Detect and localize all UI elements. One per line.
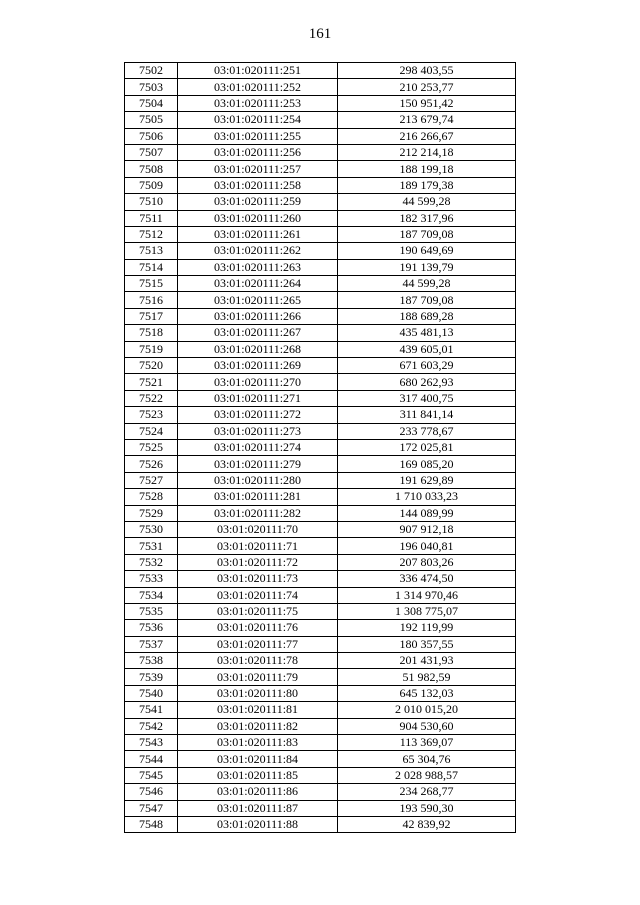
table-row — [125, 341, 516, 357]
table-row — [125, 407, 516, 423]
cadastral-number-cell: 03:01:020111:256 — [178, 144, 338, 160]
row-number-cell: 7543 — [125, 735, 178, 751]
cadastral-number-cell: 03:01:020111:254 — [178, 112, 338, 128]
table-row — [125, 276, 516, 292]
cadastral-value-cell: 904 530,60 — [338, 718, 516, 734]
cadastral-value-cell: 907 912,18 — [338, 521, 516, 537]
cadastral-number-cell: 03:01:020111:78 — [178, 653, 338, 669]
cadastral-value-cell: 187 709,08 — [338, 226, 516, 242]
row-number-cell: 7532 — [125, 554, 178, 570]
cadastral-number-cell: 03:01:020111:82 — [178, 718, 338, 734]
row-number-cell: 7512 — [125, 226, 178, 242]
cadastral-value-cell: 1 308 775,07 — [338, 603, 516, 619]
cadastral-number-cell: 03:01:020111:257 — [178, 161, 338, 177]
row-number-cell: 7526 — [125, 456, 178, 472]
cadastral-number-cell: 03:01:020111:281 — [178, 489, 338, 505]
cadastral-value-cell: 1 710 033,23 — [338, 489, 516, 505]
cadastral-value-cell: 233 778,67 — [338, 423, 516, 439]
row-number-cell: 7517 — [125, 308, 178, 324]
cadastral-number-cell: 03:01:020111:280 — [178, 472, 338, 488]
cadastral-number-cell: 03:01:020111:265 — [178, 292, 338, 308]
table-row — [125, 653, 516, 669]
row-number-cell: 7546 — [125, 784, 178, 800]
cadastral-number-cell: 03:01:020111:85 — [178, 767, 338, 783]
row-number-cell: 7535 — [125, 603, 178, 619]
cadastral-value-cell: 680 262,93 — [338, 374, 516, 390]
cadastral-number-cell: 03:01:020111:252 — [178, 79, 338, 95]
table-row — [125, 259, 516, 275]
cadastral-number-cell: 03:01:020111:84 — [178, 751, 338, 767]
table-row — [125, 472, 516, 488]
table-row — [125, 685, 516, 701]
table-row — [125, 521, 516, 537]
cadastral-value-cell: 190 649,69 — [338, 243, 516, 259]
row-number-cell: 7545 — [125, 767, 178, 783]
cadastral-number-cell: 03:01:020111:70 — [178, 521, 338, 537]
cadastral-number-cell: 03:01:020111:269 — [178, 358, 338, 374]
cadastral-number-cell: 03:01:020111:268 — [178, 341, 338, 357]
cadastral-number-cell: 03:01:020111:72 — [178, 554, 338, 570]
table-row — [125, 210, 516, 226]
table-row — [125, 358, 516, 374]
cadastral-value-cell: 201 431,93 — [338, 653, 516, 669]
cadastral-number-cell: 03:01:020111:261 — [178, 226, 338, 242]
cadastral-value-cell: 210 253,77 — [338, 79, 516, 95]
cadastral-value-cell: 317 400,75 — [338, 390, 516, 406]
cadastral-number-cell: 03:01:020111:270 — [178, 374, 338, 390]
cadastral-value-cell: 188 199,18 — [338, 161, 516, 177]
table-row — [125, 63, 516, 79]
cadastral-value-cell: 234 268,77 — [338, 784, 516, 800]
row-number-cell: 7508 — [125, 161, 178, 177]
cadastral-value-cell: 196 040,81 — [338, 538, 516, 554]
table-row — [125, 243, 516, 259]
row-number-cell: 7544 — [125, 751, 178, 767]
cadastral-number-cell: 03:01:020111:271 — [178, 390, 338, 406]
cadastral-value-cell: 336 474,50 — [338, 571, 516, 587]
row-number-cell: 7547 — [125, 800, 178, 816]
table-row — [125, 538, 516, 554]
cadastral-value-cell: 44 599,28 — [338, 276, 516, 292]
cadastral-value-cell: 671 603,29 — [338, 358, 516, 374]
cadastral-number-cell: 03:01:020111:86 — [178, 784, 338, 800]
cadastral-value-cell: 212 214,18 — [338, 144, 516, 160]
row-number-cell: 7506 — [125, 128, 178, 144]
row-number-cell: 7531 — [125, 538, 178, 554]
cadastral-value-cell: 213 679,74 — [338, 112, 516, 128]
table-row — [125, 751, 516, 767]
row-number-cell: 7507 — [125, 144, 178, 160]
cadastral-value-cell: 191 629,89 — [338, 472, 516, 488]
cadastral-value-cell: 2 028 988,57 — [338, 767, 516, 783]
row-number-cell: 7539 — [125, 669, 178, 685]
cadastral-value-cell: 311 841,14 — [338, 407, 516, 423]
cadastral-number-cell: 03:01:020111:258 — [178, 177, 338, 193]
row-number-cell: 7548 — [125, 816, 178, 832]
row-number-cell: 7538 — [125, 653, 178, 669]
cadastral-number-cell: 03:01:020111:274 — [178, 439, 338, 455]
table-row — [125, 489, 516, 505]
table-row — [125, 816, 516, 832]
row-number-cell: 7542 — [125, 718, 178, 734]
cadastral-value-cell: 150 951,42 — [338, 95, 516, 111]
row-number-cell: 7515 — [125, 276, 178, 292]
table-row — [125, 128, 516, 144]
row-number-cell: 7519 — [125, 341, 178, 357]
cadastral-value-cell: 216 266,67 — [338, 128, 516, 144]
row-number-cell: 7502 — [125, 63, 178, 79]
cadastral-value-cell: 298 403,55 — [338, 63, 516, 79]
table-row — [125, 554, 516, 570]
cadastral-value-cell: 439 605,01 — [338, 341, 516, 357]
table-row — [125, 620, 516, 636]
cadastral-value-cell: 188 689,28 — [338, 308, 516, 324]
row-number-cell: 7504 — [125, 95, 178, 111]
row-number-cell: 7536 — [125, 620, 178, 636]
row-number-cell: 7522 — [125, 390, 178, 406]
cadastral-value-cell: 42 839,92 — [338, 816, 516, 832]
row-number-cell: 7513 — [125, 243, 178, 259]
cadastral-value-cell: 169 085,20 — [338, 456, 516, 472]
cadastral-number-cell: 03:01:020111:75 — [178, 603, 338, 619]
row-number-cell: 7510 — [125, 194, 178, 210]
table-row — [125, 505, 516, 521]
table-row — [125, 79, 516, 95]
row-number-cell: 7541 — [125, 702, 178, 718]
table-row — [125, 702, 516, 718]
cadastral-number-cell: 03:01:020111:74 — [178, 587, 338, 603]
table-row — [125, 423, 516, 439]
row-number-cell: 7514 — [125, 259, 178, 275]
row-number-cell: 7525 — [125, 439, 178, 455]
cadastral-value-cell: 645 132,03 — [338, 685, 516, 701]
cadastral-number-cell: 03:01:020111:267 — [178, 325, 338, 341]
cadastral-value-cell: 1 314 970,46 — [338, 587, 516, 603]
page-number: 161 — [308, 26, 332, 42]
table-row — [125, 718, 516, 734]
row-number-cell: 7503 — [125, 79, 178, 95]
table-row — [125, 800, 516, 816]
cadastral-number-cell: 03:01:020111:259 — [178, 194, 338, 210]
row-number-cell: 7524 — [125, 423, 178, 439]
table-row — [125, 226, 516, 242]
cadastral-number-cell: 03:01:020111:282 — [178, 505, 338, 521]
cadastral-value-cell: 435 481,13 — [338, 325, 516, 341]
cadastral-value-cell: 193 590,30 — [338, 800, 516, 816]
row-number-cell: 7511 — [125, 210, 178, 226]
table-body — [125, 63, 516, 833]
table-row — [125, 177, 516, 193]
cadastral-value-cell: 51 982,59 — [338, 669, 516, 685]
table-row — [125, 390, 516, 406]
table-row — [125, 95, 516, 111]
cadastral-number-cell: 03:01:020111:264 — [178, 276, 338, 292]
table-row — [125, 456, 516, 472]
table-row — [125, 767, 516, 783]
cadastral-number-cell: 03:01:020111:273 — [178, 423, 338, 439]
cadastral-number-cell: 03:01:020111:88 — [178, 816, 338, 832]
table-row — [125, 161, 516, 177]
cadastral-number-cell: 03:01:020111:272 — [178, 407, 338, 423]
table-row — [125, 735, 516, 751]
cadastral-value-cell: 187 709,08 — [338, 292, 516, 308]
row-number-cell: 7527 — [125, 472, 178, 488]
cadastral-number-cell: 03:01:020111:260 — [178, 210, 338, 226]
cadastral-value-cell: 144 089,99 — [338, 505, 516, 521]
table-row — [125, 374, 516, 390]
cadastral-value-cell: 182 317,96 — [338, 210, 516, 226]
table-row — [125, 636, 516, 652]
table-row — [125, 784, 516, 800]
cadastral-value-cell: 172 025,81 — [338, 439, 516, 455]
cadastral-value-table — [124, 62, 516, 833]
table-row — [125, 112, 516, 128]
row-number-cell: 7528 — [125, 489, 178, 505]
cadastral-value-cell: 44 599,28 — [338, 194, 516, 210]
row-number-cell: 7523 — [125, 407, 178, 423]
row-number-cell: 7534 — [125, 587, 178, 603]
cadastral-value-cell: 192 119,99 — [338, 620, 516, 636]
row-number-cell: 7505 — [125, 112, 178, 128]
cadastral-number-cell: 03:01:020111:253 — [178, 95, 338, 111]
row-number-cell: 7537 — [125, 636, 178, 652]
cadastral-number-cell: 03:01:020111:80 — [178, 685, 338, 701]
row-number-cell: 7533 — [125, 571, 178, 587]
cadastral-number-cell: 03:01:020111:76 — [178, 620, 338, 636]
cadastral-value-cell: 189 179,38 — [338, 177, 516, 193]
table-row — [125, 439, 516, 455]
row-number-cell: 7516 — [125, 292, 178, 308]
cadastral-number-cell: 03:01:020111:263 — [178, 259, 338, 275]
cadastral-number-cell: 03:01:020111:251 — [178, 63, 338, 79]
cadastral-value-cell: 113 369,07 — [338, 735, 516, 751]
cadastral-number-cell: 03:01:020111:262 — [178, 243, 338, 259]
table-row — [125, 603, 516, 619]
row-number-cell: 7540 — [125, 685, 178, 701]
cadastral-value-cell: 65 304,76 — [338, 751, 516, 767]
table-row — [125, 571, 516, 587]
cadastral-number-cell: 03:01:020111:71 — [178, 538, 338, 554]
cadastral-value-cell: 2 010 015,20 — [338, 702, 516, 718]
row-number-cell: 7521 — [125, 374, 178, 390]
row-number-cell: 7509 — [125, 177, 178, 193]
table-row — [125, 292, 516, 308]
table-row — [125, 144, 516, 160]
table-row — [125, 325, 516, 341]
row-number-cell: 7518 — [125, 325, 178, 341]
row-number-cell: 7530 — [125, 521, 178, 537]
cadastral-number-cell: 03:01:020111:77 — [178, 636, 338, 652]
table-row — [125, 669, 516, 685]
cadastral-number-cell: 03:01:020111:266 — [178, 308, 338, 324]
row-number-cell: 7520 — [125, 358, 178, 374]
cadastral-value-cell: 180 357,55 — [338, 636, 516, 652]
row-number-cell: 7529 — [125, 505, 178, 521]
cadastral-number-cell: 03:01:020111:279 — [178, 456, 338, 472]
cadastral-value-cell: 191 139,79 — [338, 259, 516, 275]
table-row — [125, 308, 516, 324]
cadastral-number-cell: 03:01:020111:79 — [178, 669, 338, 685]
cadastral-number-cell: 03:01:020111:87 — [178, 800, 338, 816]
cadastral-number-cell: 03:01:020111:73 — [178, 571, 338, 587]
cadastral-number-cell: 03:01:020111:81 — [178, 702, 338, 718]
cadastral-number-cell: 03:01:020111:83 — [178, 735, 338, 751]
table-row — [125, 194, 516, 210]
cadastral-value-cell: 207 803,26 — [338, 554, 516, 570]
table-row — [125, 587, 516, 603]
cadastral-number-cell: 03:01:020111:255 — [178, 128, 338, 144]
